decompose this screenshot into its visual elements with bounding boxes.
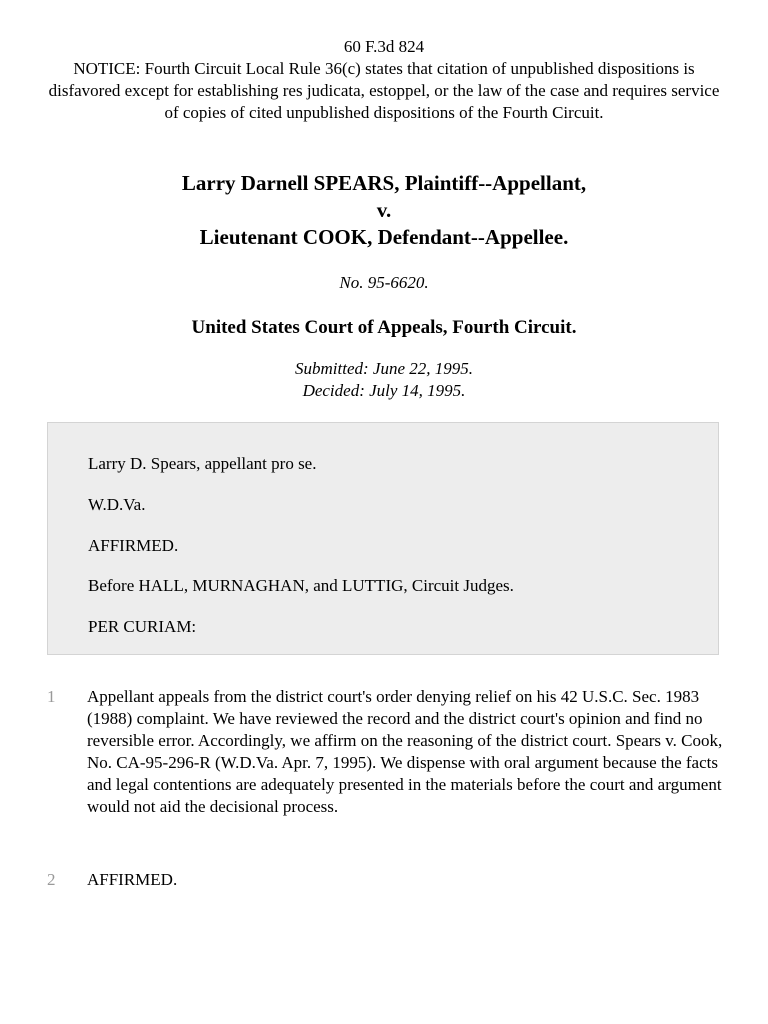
unpublished-notice: NOTICE: Fourth Circuit Local Rule 36(c) states that citation of unpublished dispositions is disfavored except for establishing res judicata, estoppel, or the law of the case and requires service of copies of cited unpublished dispositions of the Fourth Circuit.: [48, 59, 720, 122]
docket-number: No. 95-6620.: [339, 273, 429, 292]
counsel-line: Larry D. Spears, appellant pro se.: [88, 454, 317, 473]
plaintiff-line: Larry Darnell SPEARS, Plaintiff--Appellant,: [181, 171, 587, 195]
decided-date: Decided: July 14, 1995.: [302, 381, 466, 400]
document-header: [40, 36, 728, 124]
paragraph-number: 1: [47, 687, 56, 706]
court-name: United States Court of Appeals, Fourth Circuit.: [191, 317, 577, 338]
disposition-line: AFFIRMED.: [88, 536, 179, 555]
case-caption: [40, 170, 728, 251]
opinion-paragraph: [47, 869, 727, 893]
defendant-line: Lieutenant COOK, Defendant--Appellee.: [199, 225, 569, 249]
citation: 60 F.3d 824: [343, 37, 425, 56]
paragraph-text: AFFIRMED.: [87, 870, 178, 889]
paragraph-text: Appellant appeals from the district court's order denying relief on his 42 U.S.C. Sec. 1983 (1988) complaint. We have reviewed the record and the district court's opinion and find no reversible error. Accordingly, we affirm on the reasoning of the district court. Spears v. Cook, No. CA-95-296-R (W.D.Va. Apr. 7, 1995). We dispense with oral argument because the facts and legal contentions are adequately presented in the materials before the court and argument would not aid the decisional process.: [87, 687, 723, 816]
case-summary-box: [47, 422, 719, 655]
submitted-date: Submitted: June 22, 1995.: [295, 359, 473, 378]
case-dates: [40, 358, 728, 402]
panel-line: Before HALL, MURNAGHAN, and LUTTIG, Circuit Judges.: [88, 576, 514, 595]
author-line: PER CURIAM:: [88, 617, 197, 636]
paragraph-number: 2: [47, 870, 56, 889]
versus-line: v.: [376, 198, 392, 222]
origin-line: W.D.Va.: [88, 495, 146, 514]
opinion-paragraph: [47, 686, 727, 840]
